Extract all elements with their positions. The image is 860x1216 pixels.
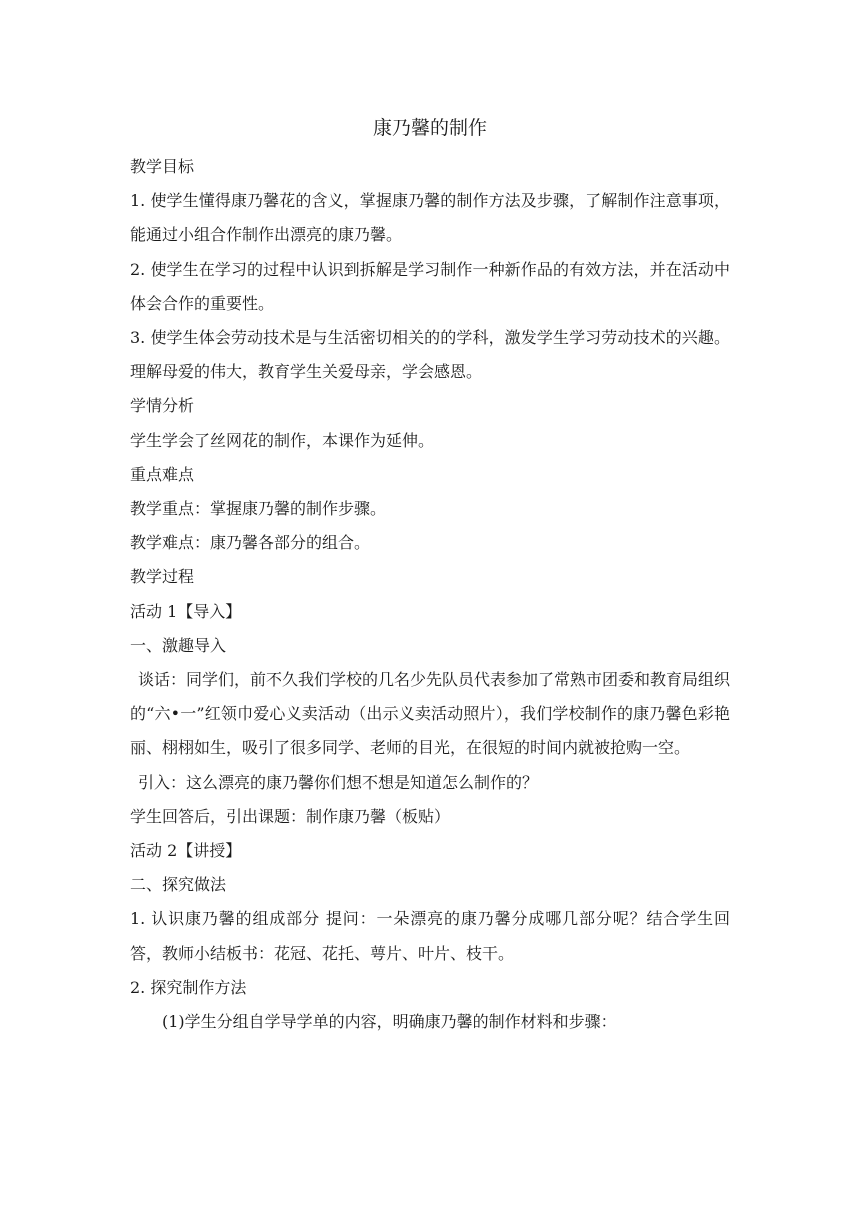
- goal-item-2: 2. 使学生在学习的过程中认识到拆解是学习制作一种新作品的有效方法，并在活动中体会合作的重要性。: [130, 259, 730, 313]
- topic-paragraph: 学生回答后，引出课题：制作康乃馨（板贴）: [130, 806, 451, 826]
- goal-item-1: 1. 使学生懂得康乃馨花的含义，掌握康乃馨的制作方法及步骤，了解制作注意事项，能通过小组合作制作出漂亮的康乃馨。: [130, 191, 730, 245]
- goal-item-3: 3. 使学生体会劳动技术是与生活密切相关的的学科，激发学生学习劳动技术的兴趣。理解母爱的伟大，教育学生关爱母亲，学会感恩。: [130, 328, 730, 382]
- activity-2-heading: 活动 2【讲授】: [130, 841, 242, 861]
- document-body: [130, 150, 730, 1039]
- difficult-point-text: 教学难点：康乃馨各部分的组合。: [130, 533, 371, 553]
- talk-paragraph: 谈话：同学们，前不久我们学校的几名少先队员代表参加了常熟市团委和教育局组织的“六•一”红领巾爱心义卖活动（出示义卖活动照片），我们学校制作的康乃馨色彩艳丽、栩栩如生，吸引了很多同学、老师的目光，在很短的时间内就被抢购一空。: [130, 670, 731, 758]
- heading-student-analysis: 学情分析: [130, 396, 195, 416]
- intro-paragraph: 引入：这么漂亮的康乃馨你们想不想是知道怎么制作的？: [138, 772, 539, 792]
- heading-key-difficult-points: 重点难点: [130, 464, 195, 484]
- heading-teaching-goals: 教学目标: [130, 157, 195, 176]
- section-1-heading: 一、激趣导入: [130, 635, 227, 655]
- student-analysis-text: 学生学会了丝网花的制作，本课作为延伸。: [130, 430, 435, 450]
- activity-1-heading: 活动 1【导入】: [130, 601, 242, 621]
- section-2-heading: 二、探究做法: [130, 875, 227, 895]
- step-2-paragraph: 2. 探究制作方法: [130, 977, 247, 997]
- key-point-text: 教学重点：掌握康乃馨的制作步骤。: [130, 499, 387, 519]
- document-title: 康乃馨的制作: [372, 117, 487, 139]
- step-2-sub-1-paragraph: (1)学生分组自学导学单的内容，明确康乃馨的制作材料和步骤：: [162, 1012, 617, 1032]
- heading-teaching-process: 教学过程: [130, 567, 195, 587]
- step-1-paragraph: 1. 认识康乃馨的组成部分 提问：一朵漂亮的康乃馨分成哪几部分呢？结合学生回答，教师小结板书：花冠、花托、萼片、叶片、枝干。: [130, 909, 730, 963]
